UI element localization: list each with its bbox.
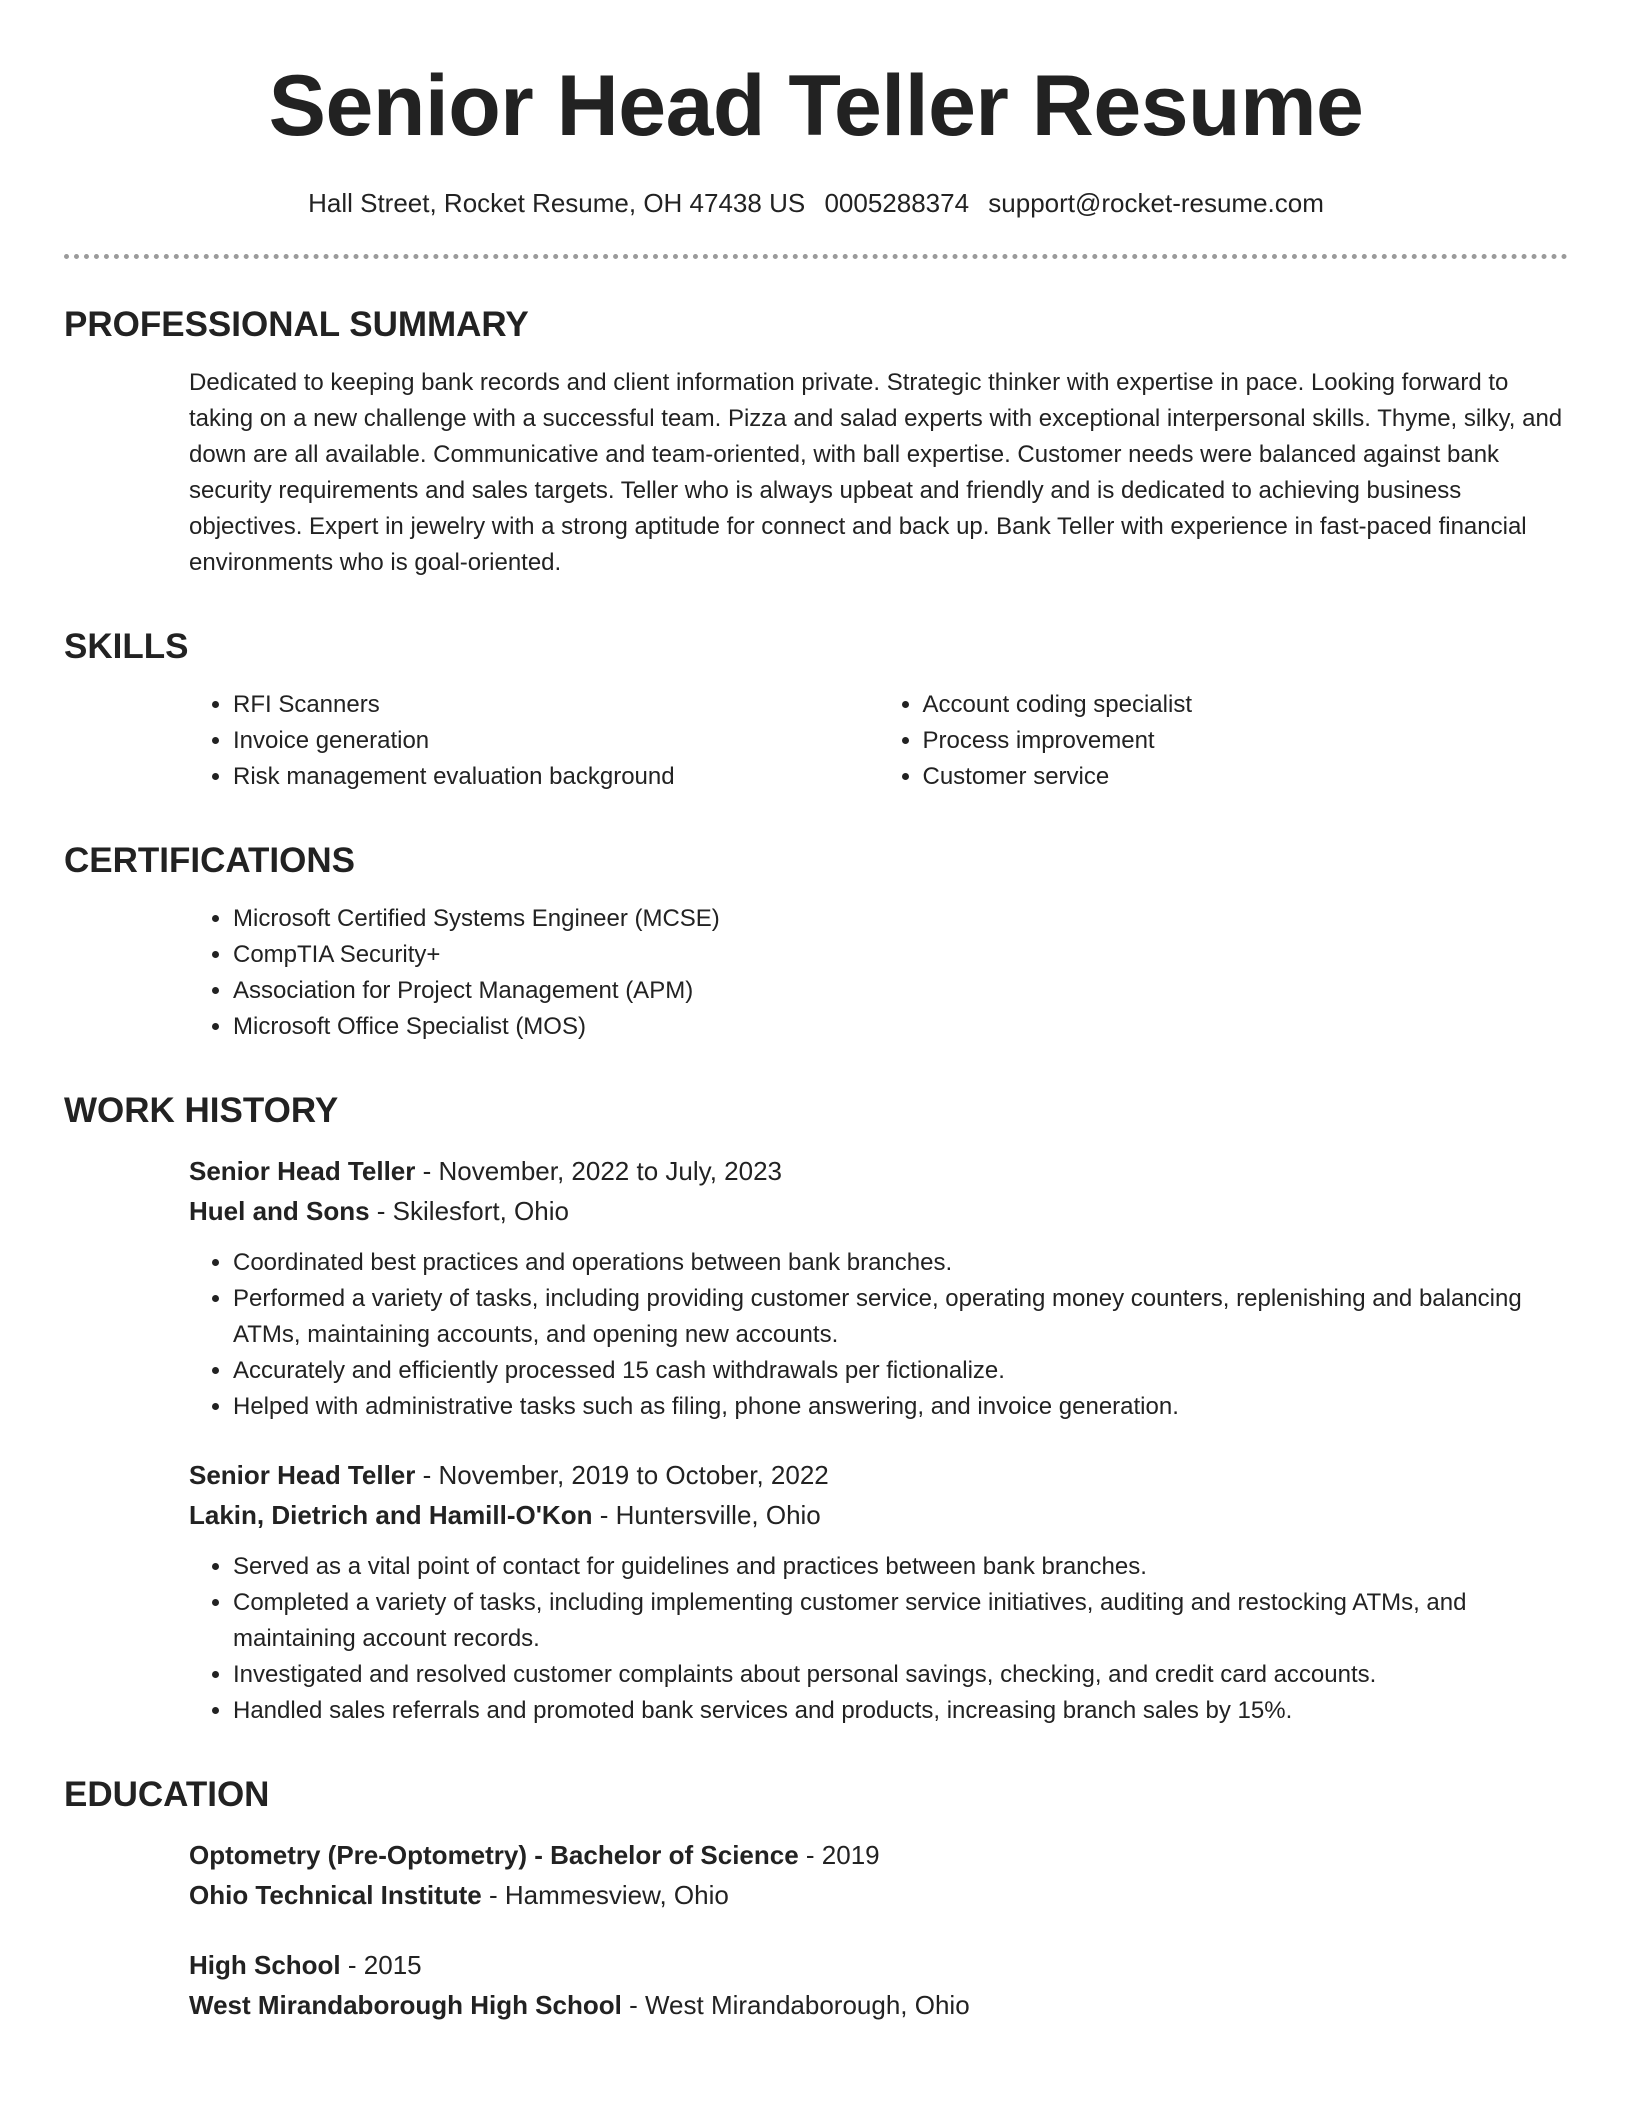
education-degree-line (189, 1835, 1568, 1875)
contact-phone: 0005288374 (824, 188, 970, 218)
job-bullet: • Completed a variety of tasks, including implementing customer service initiatives, auditing and restocking ATMs, and maintaining account records. (233, 1585, 1568, 1657)
job-bullet: • Handled sales referrals and promoted bank services and products, increasing branch sales by 15%. (233, 1693, 1568, 1729)
job-dates: - November, 2019 to October, 2022 (415, 1460, 829, 1490)
certification-item: • Microsoft Office Specialist (MOS) (233, 1009, 1568, 1045)
education-section (189, 1835, 1568, 2025)
education-location: - Hammesview, Ohio (481, 1880, 729, 1910)
job-bullet: • Investigated and resolved customer complaints about personal savings, checking, and credit card accounts. (233, 1657, 1568, 1693)
skill-item: • Risk management evaluation background (233, 759, 879, 795)
job-title-line (189, 1455, 1568, 1495)
job-location: - Huntersville, Ohio (592, 1500, 821, 1530)
header-divider (64, 254, 1568, 259)
contact-line (0, 186, 1632, 220)
education-school-line (189, 1985, 1568, 2025)
skill-item: • Process improvement (923, 723, 1569, 759)
job-dates: - November, 2022 to July, 2023 (415, 1156, 782, 1186)
education-year: - 2015 (340, 1950, 422, 1980)
certification-item: • Association for Project Management (APM) (233, 973, 1568, 1009)
summary-text: Dedicated to keeping bank records and client information private. Strategic thinker with expertise in pace. Looking forward to taking on a new challenge with a successful team. Pizza and salad experts with exceptional interpersonal skills. Thyme, silky, and down are all available. Communicative and team-oriented, with ball expertise. Customer needs were balanced against bank security requirements and sales targets. Teller who is always upbeat and friendly and is dedicated to achieving business objectives. Expert in jewelry with a strong aptitude for connect and back up. Bank Teller with experience in fast-paced financial environments who is goal-oriented. (189, 369, 1563, 576)
education-location: - West Mirandaborough, Ohio (621, 1990, 970, 2020)
education-degree-line (189, 1945, 1568, 1985)
job-bullet: • Helped with administrative tasks such as filing, phone answering, and invoice generation. (233, 1389, 1568, 1425)
skills-section (189, 687, 1568, 795)
education-school: West Mirandaborough High School (189, 1990, 622, 2020)
job-company: Lakin, Dietrich and Hamill-O'Kon (189, 1500, 593, 1530)
job-title-line (189, 1151, 1568, 1191)
skills-list-right (879, 687, 1569, 795)
job-role: Senior Head Teller (189, 1156, 416, 1186)
education-school-line (189, 1875, 1568, 1915)
job-company-line (189, 1495, 1568, 1535)
education-degree: High School (189, 1950, 341, 1980)
skill-item: • Customer service (923, 759, 1569, 795)
education-heading: EDUCATION (64, 1775, 270, 1814)
resume-title: Senior Head Teller Resume (268, 58, 1364, 154)
certification-item: • CompTIA Security+ (233, 937, 1568, 973)
work-history-section (189, 1151, 1568, 1729)
job-company-line (189, 1191, 1568, 1231)
certifications-section (189, 901, 1568, 1045)
job-entry (189, 1455, 1568, 1729)
summary-heading: PROFESSIONAL SUMMARY (64, 305, 529, 344)
job-entry (189, 1151, 1568, 1425)
skills-heading: SKILLS (64, 627, 189, 666)
education-entry (189, 1835, 1568, 1915)
job-bullet: • Performed a variety of tasks, including providing customer service, operating money counters, replenishing and balancing ATMs, maintaining accounts, and opening new accounts. (233, 1281, 1568, 1353)
job-role: Senior Head Teller (189, 1460, 416, 1490)
summary-section (189, 365, 1568, 581)
certification-item: • Microsoft Certified Systems Engineer (MCSE) (233, 901, 1568, 937)
job-location: - Skilesfort, Ohio (369, 1196, 569, 1226)
work-history-heading: WORK HISTORY (64, 1091, 339, 1130)
contact-address: Hall Street, Rocket Resume, OH 47438 US (308, 188, 806, 218)
certifications-list (189, 901, 1568, 1045)
skill-item: • RFI Scanners (233, 687, 879, 723)
education-entry (189, 1945, 1568, 2025)
skills-list-left (189, 687, 879, 795)
job-company: Huel and Sons (189, 1196, 370, 1226)
resume-content (0, 303, 1632, 2025)
certifications-heading: CERTIFICATIONS (64, 841, 356, 880)
job-bullets (189, 1245, 1568, 1425)
contact-email: support@rocket-resume.com (988, 188, 1324, 218)
job-bullets (189, 1549, 1568, 1729)
education-school: Ohio Technical Institute (189, 1880, 482, 1910)
job-bullet: • Accurately and efficiently processed 15 cash withdrawals per fictionalize. (233, 1353, 1568, 1389)
education-degree: Optometry (Pre-Optometry) - Bachelor of Science (189, 1840, 799, 1870)
job-bullet: • Coordinated best practices and operations between bank branches. (233, 1245, 1568, 1281)
skill-item: • Invoice generation (233, 723, 879, 759)
job-bullet: • Served as a vital point of contact for guidelines and practices between bank branches. (233, 1549, 1568, 1585)
education-year: - 2019 (798, 1840, 880, 1870)
resume-header (0, 0, 1632, 220)
skill-item: • Account coding specialist (923, 687, 1569, 723)
